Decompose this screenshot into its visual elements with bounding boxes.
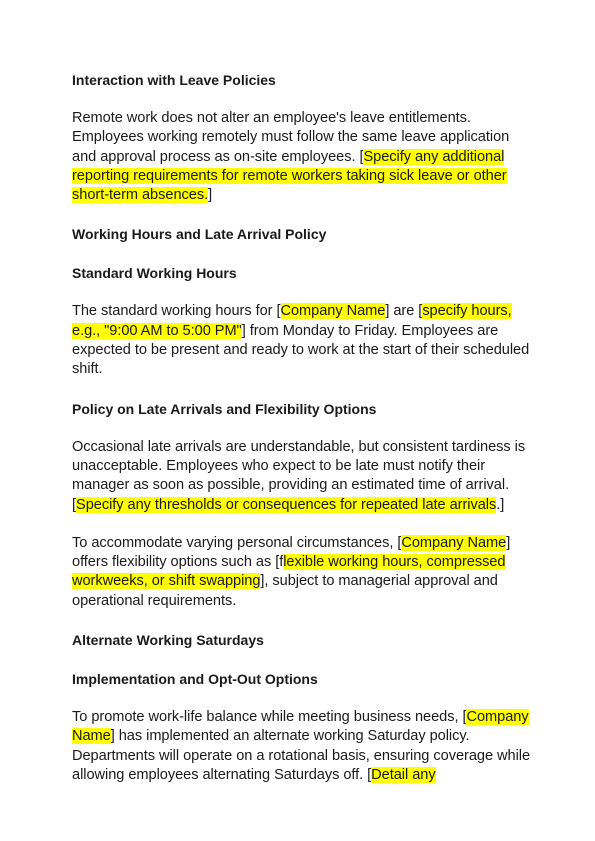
section-heading-implementation: Implementation and Opt-Out Options (72, 671, 318, 688)
placeholder-flexibility-options: lexible working hours, compressed workweeks, or shift swapping (72, 554, 506, 590)
placeholder-thresholds: Specify any thresholds or consequences for repeated late arrivals (76, 496, 497, 513)
placeholder-detail: Detail any (371, 766, 436, 783)
section-heading-late-arrivals: Policy on Late Arrivals and Flexibility Options (72, 400, 377, 417)
paragraph-standard-hours (72, 302, 532, 379)
paragraph-text: ] are [ (385, 303, 423, 320)
document-page (72, 70, 532, 785)
paragraph-text: To accommodate varying personal circumstances, [ (72, 534, 402, 551)
placeholder-company-name: Company Name (72, 709, 529, 745)
section-heading-working-hours: Working Hours and Late Arrival Policy (72, 226, 327, 243)
paragraph-text: To promote work-life balance while meeting business needs, [ (72, 709, 467, 726)
paragraph-text: The standard working hours for [ (72, 303, 281, 320)
paragraph-text: ] has implemented an alternate working Saturday policy. Departments will operate on a rotational basis, ensuring coverage while allowing employees alternating Saturdays off. [ (72, 728, 531, 783)
paragraph-late-arrivals (72, 438, 532, 515)
section-heading-alternate-saturdays: Alternate Working Saturdays (72, 632, 264, 649)
placeholder-highlight: Specify any additional reporting requirements for remote workers taking sick leave or other short-term absences. (72, 148, 507, 204)
section-heading-leave-policies: Interaction with Leave Policies (72, 72, 276, 88)
paragraph-text: Occasional late arrivals are understandable, but consistent tardiness is unacceptable. Employees who expect to be late must notify their manager as soon as possible, providing an estimated time of arrival. [ (72, 438, 526, 513)
section-heading-standard-hours: Standard Working Hours (72, 265, 237, 282)
paragraph-text: ] from Monday to Friday. Employees are expected to be present and ready to work at the start of their scheduled shift. (72, 322, 530, 378)
paragraph-text: .] (496, 496, 505, 513)
paragraph-text: Remote work does not alter an employee's leave entitlements. Employees working remotely must follow the same leave application and approval process as on-site employees. [ (72, 110, 510, 165)
paragraph-text: ] offers flexibility options such as [f (72, 534, 511, 571)
placeholder-hours: specify hours, e.g., "9:00 AM to 5:00 PM" (72, 303, 512, 339)
paragraph-flexibility (72, 534, 532, 611)
paragraph-text: ] (208, 187, 213, 204)
placeholder-company-name: Company Name (280, 303, 386, 320)
paragraph-implementation (72, 708, 532, 785)
paragraph-text: ], subject to managerial approval and operational requirements. (72, 573, 498, 609)
paragraph-leave-policies (72, 109, 532, 205)
placeholder-company-name: Company Name (401, 534, 507, 551)
